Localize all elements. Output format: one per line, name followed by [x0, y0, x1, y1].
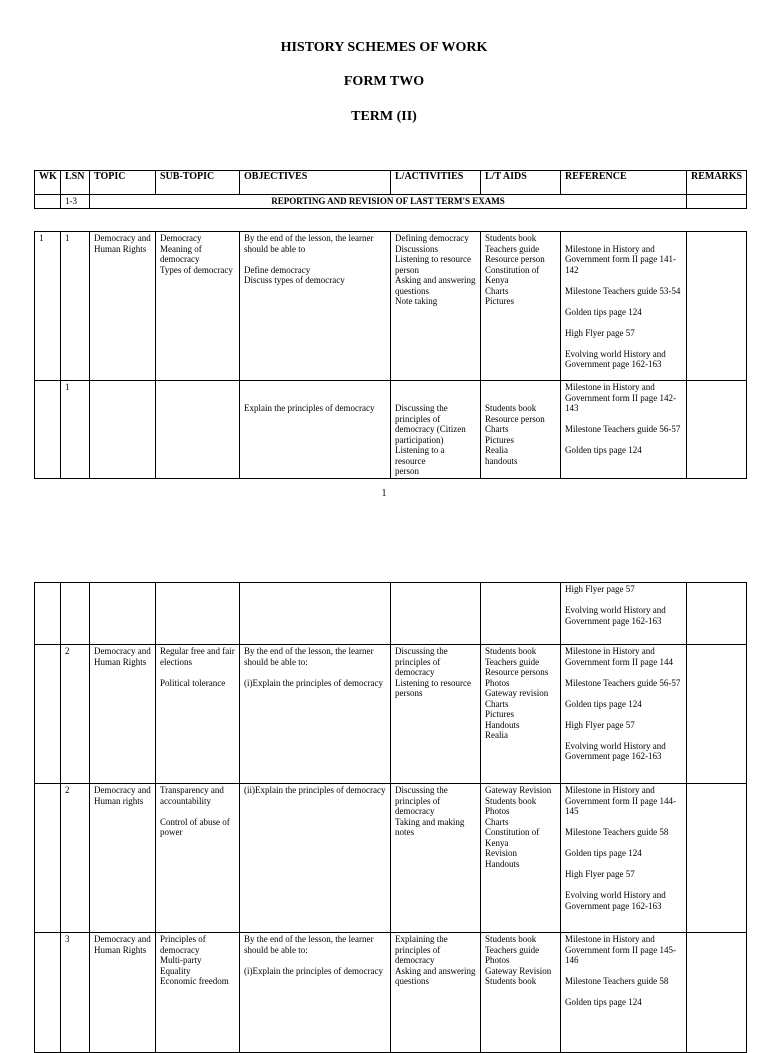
cell-line: Pictures: [485, 709, 514, 719]
reference-cell: [561, 784, 687, 933]
activities-cell: [391, 784, 481, 933]
cell-line: Democracy and: [94, 785, 151, 795]
cell-line: Discussing the: [395, 403, 448, 413]
spacer: [395, 393, 476, 404]
cell-line: Economic freedom: [160, 976, 229, 986]
cell-line: principles of: [395, 656, 441, 667]
objectives-cell: [240, 232, 391, 381]
cell-line: Revision: [485, 848, 518, 858]
spacer: [244, 393, 386, 404]
column-header-row: [35, 171, 747, 195]
cell-line: Golden tips page 124: [565, 445, 642, 455]
cell-line: notes: [395, 827, 414, 837]
spacer: [565, 317, 682, 328]
cell-line: Government form II page 145-: [565, 944, 676, 955]
cell-line: Photos: [485, 955, 510, 965]
spacer: [565, 709, 682, 720]
cell-line: questions: [395, 976, 430, 986]
cell-line: Kenya: [485, 275, 509, 285]
spacer: [565, 966, 682, 977]
cell-line: Charts: [485, 816, 509, 827]
cell-line: Human rights: [94, 795, 144, 806]
spacer: [565, 730, 682, 741]
reference-cell: [561, 583, 687, 645]
aids-cell: [481, 933, 561, 1053]
cell-line: Government page 162-163: [565, 359, 662, 369]
aids-cell: [481, 784, 561, 933]
cell-line: Charts: [485, 698, 509, 709]
objectives-cell: [240, 933, 391, 1053]
subtopic-cell: [156, 381, 240, 479]
cell-line: Milestone Teachers guide 56-57: [565, 424, 681, 434]
spacer: [565, 987, 682, 998]
cell-line: person: [395, 466, 419, 476]
column-header: OBJECTIVES: [240, 171, 391, 195]
cell-line: power: [160, 827, 183, 837]
week-cell: [35, 933, 61, 1053]
cell-line: Government form II page 144: [565, 656, 673, 667]
cell-line: Milestone Teachers guide 53-54: [565, 285, 681, 296]
cell-line: Meaning of: [160, 243, 202, 254]
topic-cell: [90, 645, 156, 784]
cell-line: Gateway Revision: [485, 785, 552, 795]
spacer: [565, 859, 682, 870]
spacer: [565, 296, 682, 307]
cell-line: Golden tips page 124: [565, 306, 642, 317]
table-row: [35, 232, 747, 381]
cell-line: Resource person: [485, 413, 545, 424]
spacer: [565, 414, 682, 425]
activities-cell: [391, 381, 481, 479]
cell-line: democracy: [160, 254, 200, 264]
remarks-cell: [687, 784, 747, 933]
cell-line: Handouts: [485, 858, 520, 869]
aids-cell: [481, 645, 561, 784]
cell-line: Evolving world History and: [565, 740, 666, 751]
cell-line: Golden tips page 124: [565, 698, 642, 709]
cell-line: Defining democracy: [395, 233, 469, 243]
cell-line: democracy (Citizen: [395, 424, 466, 434]
reference-cell: [561, 381, 687, 479]
scheme-table-page-2: [34, 582, 747, 1053]
spacer: [565, 880, 682, 891]
cell-line: Students book: [485, 233, 537, 243]
cell-line: High Flyer page 57: [565, 869, 635, 879]
week-cell: 1: [35, 232, 61, 381]
cell-line: Photos: [485, 806, 510, 816]
cell-line: Evolving world History and: [565, 348, 666, 359]
spacer: [485, 393, 556, 404]
spacer: [244, 955, 386, 966]
subtopic-cell: [156, 232, 240, 381]
cell-line: Equality: [160, 965, 191, 976]
spacer: [565, 688, 682, 699]
column-header: REMARKS: [687, 171, 747, 195]
cell-line: Discussions: [395, 243, 439, 254]
reference-cell: [561, 645, 687, 784]
spacer: [565, 435, 682, 446]
cell-line: Milestone Teachers guide 58: [565, 976, 669, 986]
subtopic-cell: [156, 933, 240, 1053]
cell-line: questions: [395, 285, 430, 296]
cell-line: Students book: [485, 403, 537, 413]
cell-line: High Flyer page 57: [565, 327, 635, 338]
cell-line: Asking and answering: [395, 275, 476, 285]
column-header: L/T AIDS: [481, 171, 561, 195]
aids-cell: [481, 381, 561, 479]
cell-line: Transparency and: [160, 785, 224, 795]
lesson-cell: [61, 583, 90, 645]
cell-line: Principles of: [160, 934, 206, 944]
topic-cell: [90, 381, 156, 479]
subtopic-cell: [156, 645, 240, 784]
lesson-cell: 1: [61, 381, 90, 479]
cell-line: Milestone in History and: [565, 934, 655, 944]
cell-line: principles of: [395, 944, 441, 955]
scheme-table-page-1: [34, 231, 747, 479]
cell-line: Pictures: [485, 296, 514, 306]
cell-line: Charts: [485, 285, 509, 296]
spacer: [565, 817, 682, 828]
lesson-cell: 2: [61, 784, 90, 933]
cell-line: Golden tips page 124: [565, 848, 642, 858]
objectives-cell: [240, 645, 391, 784]
cell-line: Explaining the: [395, 934, 448, 944]
table-row: [35, 784, 747, 933]
cell-line: (i)Explain the principles of democracy: [244, 965, 383, 976]
cell-line: Regular free and fair: [160, 646, 235, 656]
cell-line: 145: [565, 806, 579, 816]
revision-lesson: 1-3: [61, 195, 90, 209]
cell-line: Constitution of: [485, 264, 540, 275]
cell-line: Human Rights: [94, 243, 147, 254]
cell-line: Listening to resource: [395, 254, 471, 264]
cell-line: Discuss types of democracy: [244, 275, 345, 285]
cell-line: democracy: [395, 955, 435, 965]
topic-cell: [90, 933, 156, 1053]
cell-line: By the end of the lesson, the learner: [244, 233, 374, 243]
cell-line: Government form II page 141-: [565, 254, 676, 264]
cell-line: Evolving world History and: [565, 605, 666, 615]
spacer: [244, 254, 386, 265]
cell-line: Charts: [485, 424, 509, 434]
topic-cell: [90, 583, 156, 645]
page-number: 1: [381, 488, 387, 499]
week-cell: [35, 645, 61, 784]
lesson-cell: 3: [61, 933, 90, 1053]
cell-line: Discussing the: [395, 646, 448, 656]
cell-line: Milestone in History and: [565, 243, 655, 254]
cell-line: Realia: [485, 445, 508, 455]
cell-line: Milestone Teachers guide 56-57: [565, 677, 681, 688]
cell-line: Government page 162-163: [565, 900, 662, 911]
cell-line: Teachers guide: [485, 656, 540, 667]
cell-line: handouts: [485, 455, 518, 466]
subtopic-cell: [156, 784, 240, 933]
spacer: [565, 338, 682, 349]
cell-line: should be able to: [244, 243, 306, 254]
cell-line: (i)Explain the principles of democracy: [244, 677, 383, 688]
cell-line: Milestone in History and: [565, 646, 655, 656]
cell-line: Milestone Teachers guide 58: [565, 827, 669, 837]
cell-line: Listening to resource: [395, 677, 471, 688]
cell-line: Milestone in History and: [565, 785, 655, 795]
reference-cell: [561, 933, 687, 1053]
column-header: LSN: [61, 171, 90, 195]
spacer: [395, 382, 476, 393]
objectives-cell: [240, 784, 391, 933]
cell-line: Taking and making: [395, 816, 465, 827]
cell-line: Kenya: [485, 837, 509, 848]
cell-line: Government page 162-163: [565, 615, 662, 626]
cell-line: Democracy: [160, 233, 202, 243]
cell-line: Explain the principles of democracy: [244, 403, 375, 413]
spacer: [565, 667, 682, 678]
column-header: TOPIC: [90, 171, 156, 195]
cell-line: High Flyer page 57: [565, 719, 635, 730]
remarks-cell: [687, 645, 747, 784]
column-header: WK: [35, 171, 61, 195]
spacer: [160, 667, 235, 678]
cell-line: Teachers guide: [485, 243, 540, 254]
spacer: [160, 806, 235, 817]
cell-line: 143: [565, 403, 579, 413]
topic-cell: [90, 232, 156, 381]
lesson-cell: 2: [61, 645, 90, 784]
cell-line: High Flyer page 57: [565, 584, 635, 594]
header-table: [34, 170, 747, 209]
cell-line: Control of abuse of: [160, 816, 230, 827]
cell-line: Democracy and: [94, 233, 151, 243]
spacer: [485, 382, 556, 393]
remarks-cell: [687, 583, 747, 645]
cell-line: persons: [395, 688, 423, 698]
cell-line: principles of: [395, 413, 441, 424]
cell-line: Democracy and: [94, 646, 151, 656]
cell-line: Gateway Revision: [485, 965, 552, 976]
week-cell: [35, 381, 61, 479]
cell-line: Students book: [485, 934, 537, 944]
activities-cell: [391, 583, 481, 645]
cell-line: By the end of the lesson, the learner: [244, 934, 374, 944]
activities-cell: [391, 232, 481, 381]
remarks-cell: [687, 232, 747, 381]
reference-cell: [561, 232, 687, 381]
revision-text: REPORTING AND REVISION OF LAST TERM'S EXAMS: [90, 195, 687, 209]
cell-line: By the end of the lesson, the learner: [244, 646, 374, 656]
cell-line: person: [395, 264, 419, 275]
cell-line: Human Rights: [94, 944, 147, 955]
cell-line: Teachers guide: [485, 944, 540, 955]
cell-line: Students book: [485, 646, 537, 656]
subtopic-cell: [156, 583, 240, 645]
cell-line: democracy: [395, 667, 435, 677]
cell-line: Government page 162-163: [565, 751, 662, 761]
cell-line: Realia: [485, 730, 508, 740]
cell-line: Gateway revision: [485, 688, 549, 698]
objectives-cell: [240, 583, 391, 645]
cell-line: Define democracy: [244, 264, 311, 275]
cell-line: Multi-party: [160, 955, 202, 965]
activities-cell: [391, 645, 481, 784]
empty-cell: [35, 195, 61, 209]
cell-line: Resource person: [485, 254, 545, 264]
cell-line: Types of democracy: [160, 264, 233, 275]
cell-line: Pictures: [485, 434, 514, 445]
cell-line: Government form II page 144-: [565, 795, 676, 806]
cell-line: Discussing the: [395, 785, 448, 795]
spacer: [565, 838, 682, 849]
cell-line: Note taking: [395, 296, 438, 306]
topic-cell: [90, 784, 156, 933]
cell-line: Handouts: [485, 719, 520, 730]
cell-line: Golden tips page 124: [565, 997, 642, 1007]
cell-line: Photos: [485, 677, 510, 688]
cell-line: Government form II page 142-: [565, 392, 676, 403]
document-title: HISTORY SCHEMES OF WORK: [280, 40, 488, 55]
cell-line: Listening to a resource: [395, 445, 445, 466]
table-row: [35, 645, 747, 784]
cell-line: democracy: [395, 806, 435, 816]
cell-line: should be able to:: [244, 656, 308, 667]
cell-line: elections: [160, 656, 192, 667]
table-row: [35, 583, 747, 645]
column-header: L/ACTIVITIES: [391, 171, 481, 195]
cell-line: (ii)Explain the principles of democracy: [244, 785, 386, 795]
table-row: [35, 381, 747, 479]
spacer: [244, 667, 386, 678]
spacer: [565, 233, 682, 244]
term-label: TERM (II): [351, 109, 417, 124]
spacer: [565, 595, 682, 606]
cell-line: should be able to:: [244, 944, 308, 955]
cell-line: accountability: [160, 795, 211, 806]
column-header: REFERENCE: [561, 171, 687, 195]
spacer: [565, 275, 682, 286]
cell-line: participation): [395, 434, 444, 445]
cell-line: Resource persons: [485, 667, 549, 677]
remarks-cell: [687, 933, 747, 1053]
form-label: FORM TWO: [343, 74, 425, 89]
cell-line: Political tolerance: [160, 677, 226, 688]
objectives-cell: [240, 381, 391, 479]
aids-cell: [481, 583, 561, 645]
column-header: SUB-TOPIC: [156, 171, 240, 195]
cell-line: Students book: [485, 795, 537, 806]
activities-cell: [391, 933, 481, 1053]
revision-row: [35, 195, 747, 209]
cell-line: Constitution of: [485, 827, 540, 837]
spacer: [244, 382, 386, 393]
week-cell: [35, 784, 61, 933]
aids-cell: [481, 232, 561, 381]
cell-line: Human Rights: [94, 656, 147, 667]
cell-line: 146: [565, 955, 579, 965]
cell-line: principles of: [395, 795, 441, 806]
cell-line: Democracy and: [94, 934, 151, 944]
lesson-cell: 1: [61, 232, 90, 381]
remarks-cell: [687, 381, 747, 479]
cell-line: Students book: [485, 976, 537, 986]
week-cell: [35, 583, 61, 645]
table-row: [35, 933, 747, 1053]
cell-line: Milestone in History and: [565, 382, 655, 392]
cell-line: democracy: [160, 944, 200, 955]
cell-line: 142: [565, 264, 579, 275]
empty-cell: [687, 195, 747, 209]
cell-line: Asking and answering: [395, 965, 476, 976]
cell-line: Evolving world History and: [565, 890, 666, 900]
